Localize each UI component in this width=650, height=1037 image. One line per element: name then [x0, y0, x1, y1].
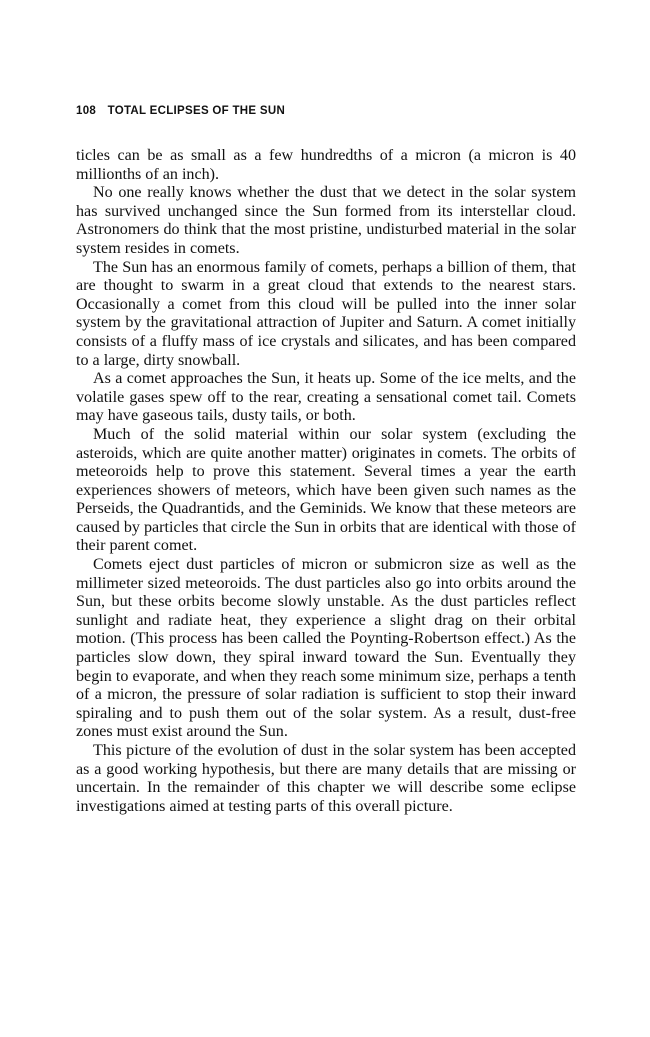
paragraph: Comets eject dust particles of micron or submicron size as well as the millimeter sized meteoroids. The dust particles also go into orbits around the Sun, but these orbits become slowly unstable. As the dust particles reflect sunlight and radiate heat, they experience a slight drag on their orbital motion. (This process has been called the Poynting-Robertson effect.) As the particles slow down, they spiral inward toward the Sun. Eventually they begin to evaporate, and when they reach some minimum size, perhaps a tenth of a micron, the pressure of solar radiation is sufficient to stop their inward spiraling and to push them out of the solar system. As a result, dust-free zones must exist around the Sun. [76, 556, 576, 741]
paragraph: Much of the solid material within our solar system (excluding the asteroids, which are quite another matter) originates in comets. The orbits of meteoroids help to prove this statement. Several times a year the earth experiences showers of meteors, which have been given such names as the Perseids, the Quadrantids, and the Geminids. We know that these meteors are caused by particles that circle the Sun in orbits that are identical with those of their parent comet. [76, 425, 576, 555]
paragraph: No one really knows whether the dust that we detect in the solar system has survived unchanged since the Sun formed from its interstellar cloud. Astronomers do think that the most pristine, undisturbed material in the solar system resides in comets. [76, 184, 576, 257]
paragraph: As a comet approaches the Sun, it heats up. Some of the ice melts, and the volatile gases spew off to the rear, creating a sensational comet tail. Comets may have gaseous tails, dusty tails, or both. [76, 370, 576, 425]
paragraph: ticles can be as small as a few hundredths of a micron (a micron is 40 millionths of an inch). [76, 147, 576, 183]
paragraph: The Sun has an enormous family of comets, perhaps a billion of them, that are thought to swarm in a great cloud that extends to the nearest stars. Occasionally a comet from this cloud will be pulled into the inner solar system by the gravitational attraction of Jupiter and Saturn. A comet initially consists of a fluffy mass of ice crystals and silicates, and has been compared to a large, dirty snowball. [76, 258, 576, 369]
page-number: 108 [76, 105, 97, 117]
paragraph: This picture of the evolution of dust in the solar system has been accepted as a good working hypothesis, but there are many details that are missing or uncertain. In the remainder of this chapter we will describe some eclipse investigations aimed at testing parts of this overall picture. [76, 742, 576, 815]
running-header [76, 105, 285, 117]
running-title: TOTAL ECLIPSES OF THE SUN [107, 105, 286, 117]
body-text [76, 147, 576, 816]
